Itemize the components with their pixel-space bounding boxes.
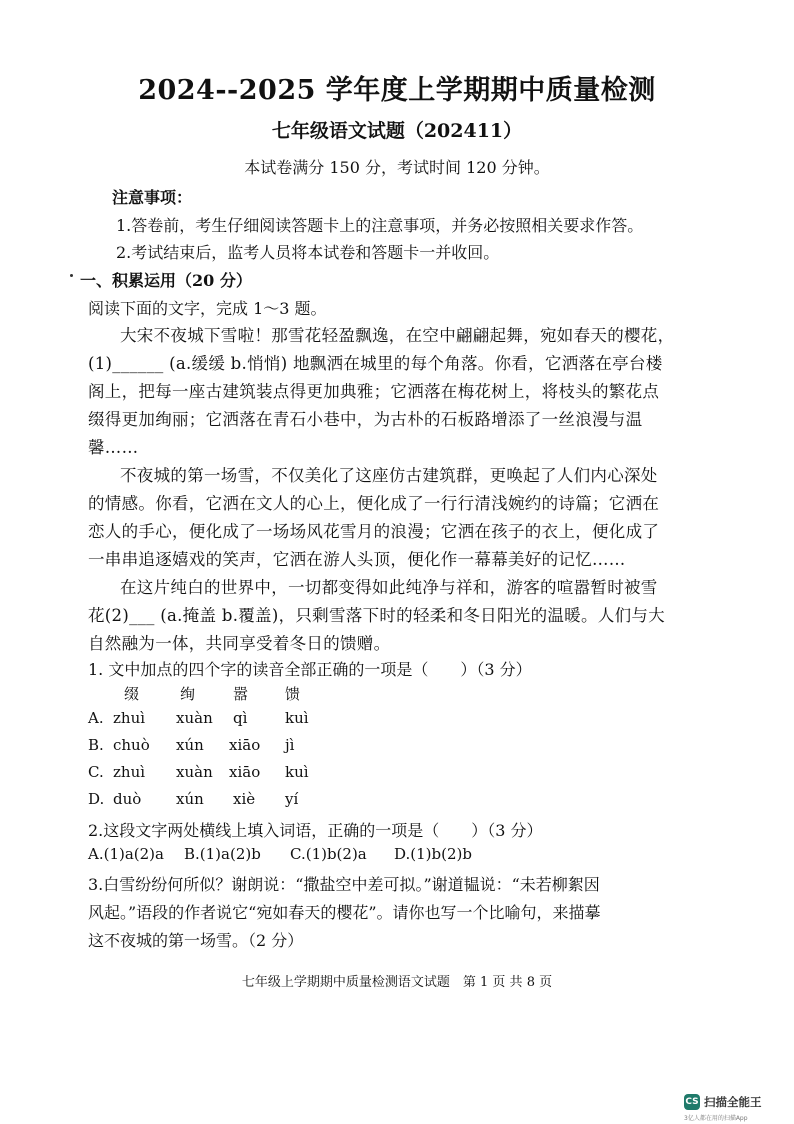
pinyin: qì [233,709,248,727]
passage-line: 的情感。你看，它洒在文人的心上，便化成了一行行清浅婉约的诗篇；它洒在 [88,494,660,513]
q2-option-a: A.(1)a(2)a [88,845,164,863]
pinyin: xiè [233,790,256,808]
camscanner-logo-icon: CS [684,1094,700,1110]
passage-line: 不夜城的第一场雪，不仅美化了这座仿古建筑群，更唤起了人们内心深处 [120,466,658,485]
exam-subtitle: 七年级语文试题（202411） [271,120,523,142]
pinyin: kuì [285,763,309,781]
passage-line: 阁上，把每一座古建筑装点得更加典雅；它洒落在梅花树上，将枝头的繁花点 [88,382,660,401]
note-item-1: 1.答卷前，考生仔细阅读答题卡上的注意事项，并务必按照相关要求作答。 [116,216,644,235]
char: 绚 [180,685,196,703]
char: 馈 [285,685,301,703]
q2-option-b: B.(1)a(2)b [184,845,261,863]
passage-line: 恋人的手心，便化成了一场场风花雪月的浪漫；它洒在孩子的衣上，便化成了 [88,522,660,541]
pinyin: jì [285,736,295,754]
exam-info: 本试卷满分 150 分，考试时间 120 分钟。 [244,158,550,177]
passage-line: 自然融为一体，共同享受着冬日的馈赠。 [88,634,391,653]
passage-line: 大宋不夜城下雪啦！那雪花轻盈飘逸，在空中翩翩起舞，宛如春天的樱花， [120,326,675,345]
pinyin: yí [285,790,299,808]
q2-option-d: D.(1)b(2)b [394,845,472,863]
question-2-stem: 2.这段文字两处横线上填入词语，正确的一项是（ ）（3 分） [88,821,543,840]
pinyin: xuàn [176,709,213,727]
scan-speck [70,274,73,277]
pinyin: xún [176,790,204,808]
passage-line: 缀得更加绚丽；它洒落在青石小巷中，为古朴的石板路增添了一丝浪漫与温 [88,410,643,429]
passage-line: 花(2)___ (a.掩盖 b.覆盖)，只剩雪落下时的轻柔和冬日阳光的温暖。人们与大 [88,606,665,625]
note-item-2: 2.考试结束后，监考人员将本试卷和答题卡一并收回。 [116,243,500,262]
option-label: B. [88,736,104,754]
q2-option-c: C.(1)b(2)a [290,845,367,863]
pinyin: duò [113,790,142,808]
char: 嚣 [233,685,249,703]
pinyin: zhuì [113,709,146,727]
scanner-watermark-name: 扫描全能王 [704,1095,762,1109]
passage-line: 在这片纯白的世界中，一切都变得如此纯净与祥和，游客的喧嚣暂时被雪 [120,578,658,597]
question-3-line: 风起。”语段的作者说它“宛如春天的樱花”。请你也写一个比喻句，来描摹 [88,903,601,922]
pinyin: kuì [285,709,309,727]
char: 缀 [124,685,140,703]
section-instruction: 阅读下面的文字，完成 1～3 题。 [88,299,327,318]
scanner-watermark-tagline: 3亿人都在用的扫描App [684,1115,748,1122]
question-1-stem: 1. 文中加点的四个字的读音全部正确的一项是（ ）（3 分） [88,660,532,679]
passage-line: (1)______ (a.缓缓 b.悄悄) 地飘洒在城里的每个角落。你看，它洒落在亭台楼 [88,354,663,373]
option-label: C. [88,763,104,781]
section-heading: 一、积累运用（20 分） [80,271,252,290]
pinyin: zhuì [113,763,146,781]
passage-line: 馨…… [88,438,139,457]
pinyin: xiāo [229,763,261,781]
option-label: A. [88,709,104,727]
passage-line: 一串串追逐嬉戏的笑声，它洒在游人头顶，便化作一幕幕美好的记忆…… [88,550,626,569]
notes-heading: 注意事项： [112,188,193,207]
question-3-line: 3.白雪纷纷何所似？谢朗说：“撒盐空中差可拟。”谢道韫说：“未若柳絮因 [88,875,600,894]
pinyin: xún [176,736,204,754]
option-label: D. [88,790,105,808]
exam-title: 2024--2025 学年度上学期期中质量检测 [138,75,656,106]
pinyin: xiāo [229,736,261,754]
pinyin: xuàn [176,763,213,781]
pinyin: chuò [113,736,150,754]
question-3-line: 这不夜城的第一场雪。（2 分） [88,931,304,950]
page-footer: 七年级上学期期中质量检测语文试题 第 1 页 共 8 页 [241,975,553,990]
